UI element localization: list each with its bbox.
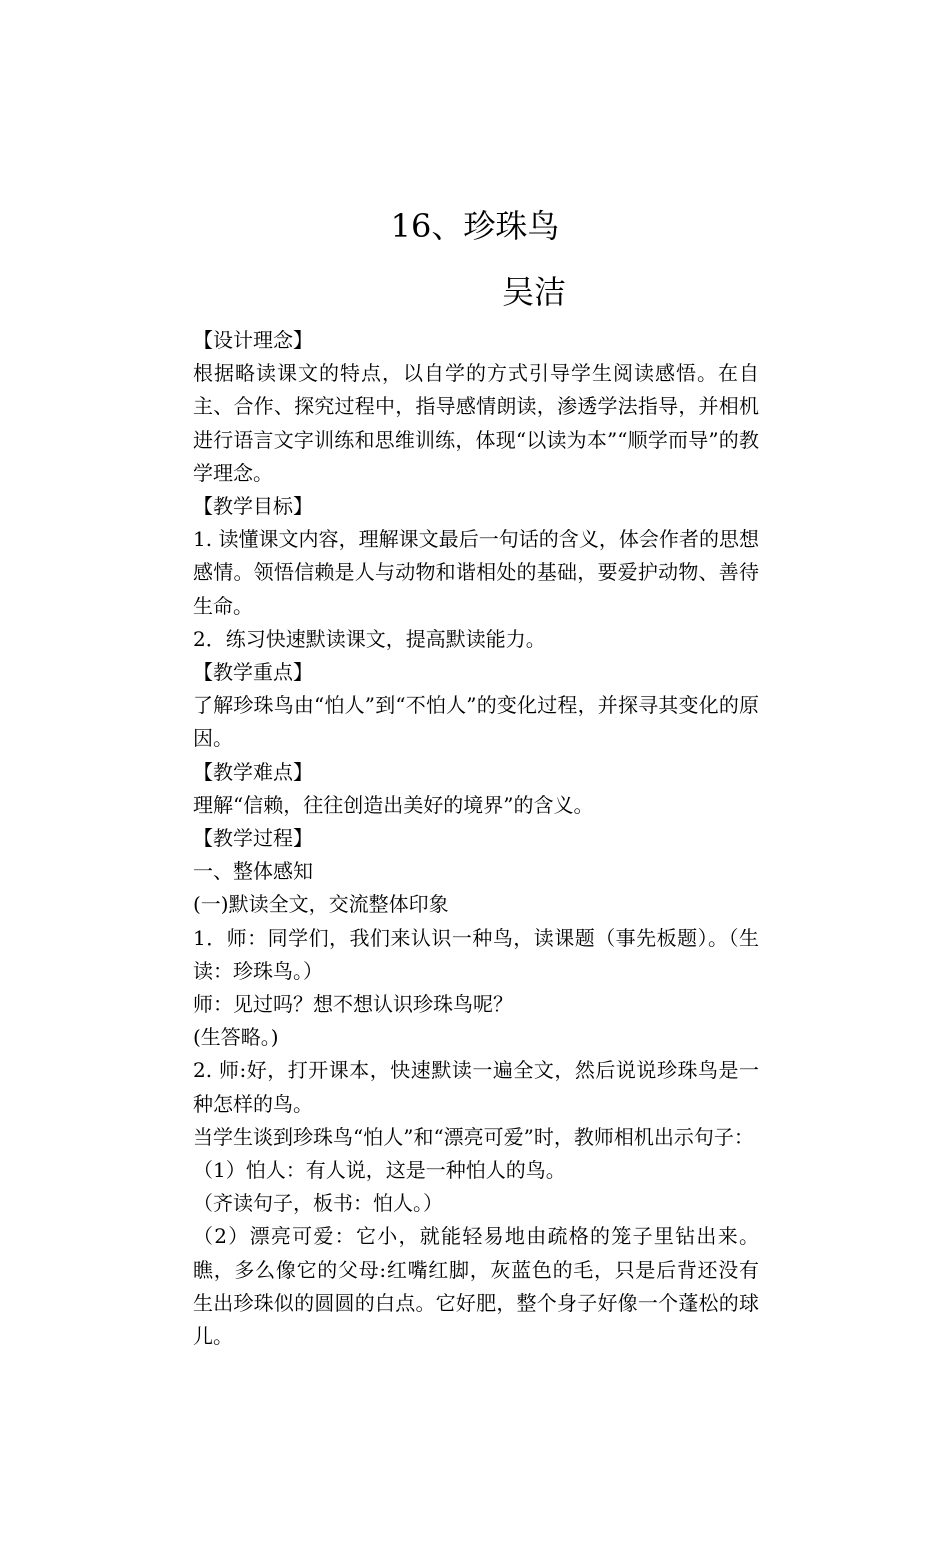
- paragraph: （2）漂亮可爱：它小，就能轻易地由疏格的笼子里钻出来。瞧，多么像它的父母:红嘴红脚，灰蓝色的毛，只是后背还没有生出珍珠似的圆圆的白点。它好肥，整个身子好像一个蓬松的球儿。: [193, 1224, 759, 1349]
- paragraph: 根据略读课文的特点，以自学的方式引导学生阅读感悟。在自主、合作、探究过程中，指导感情朗读，渗透学法指导，并相机进行语言文字训练和思维训练，体现“以读为本”“顺学而导”的教学理念。: [193, 361, 759, 485]
- paragraph: 【设计理念】: [193, 328, 313, 352]
- paragraph: 1．师：同学们，我们来认识一种鸟，读课题（事先板题）。（生读：珍珠鸟。）: [193, 925, 759, 983]
- paragraph: 【教学目标】: [193, 494, 313, 519]
- paragraph: 了解珍珠鸟由“怕人”到“不怕人”的变化过程，并探寻其变化的原因。: [193, 693, 759, 751]
- document-title: 16、珍珠鸟: [390, 207, 560, 245]
- paragraph: 理解“信赖，往往创造出美好的境界”的含义。: [193, 792, 594, 817]
- paragraph: (生答略。): [193, 1025, 279, 1050]
- paragraph: 2．练习快速默读课文，提高默读能力。: [193, 626, 546, 651]
- paragraph: 2. 师:好，打开课本，快速默读一遍全文，然后说说珍珠鸟是一种怎样的鸟。: [193, 1058, 759, 1116]
- paragraph: 【教学重点】: [193, 660, 313, 685]
- paragraph: 1. 读懂课文内容，理解课文最后一句话的含义，体会作者的思想感情。领悟信赖是人与动物和谐相处的基础，要爱护动物、善待生命。: [193, 527, 759, 618]
- paragraph: 师：见过吗？想不想认识珍珠鸟呢？: [193, 992, 513, 1017]
- paragraph: 一、整体感知: [193, 859, 313, 884]
- paragraph: 【教学过程】: [193, 826, 313, 851]
- paragraph: 【教学难点】: [193, 759, 313, 784]
- paragraph: （1）怕人：有人说，这是一种怕人的鸟。: [193, 1158, 566, 1183]
- paragraph: (一)默读全文，交流整体印象: [193, 892, 449, 917]
- document-author: 吴洁: [502, 273, 567, 311]
- paragraph: 当学生谈到珍珠鸟“怕人”和“漂亮可爱”时，教师相机出示句子：: [193, 1124, 754, 1149]
- paragraph: （齐读句子，板书：怕人。）: [193, 1191, 443, 1216]
- document-body: [193, 324, 759, 1353]
